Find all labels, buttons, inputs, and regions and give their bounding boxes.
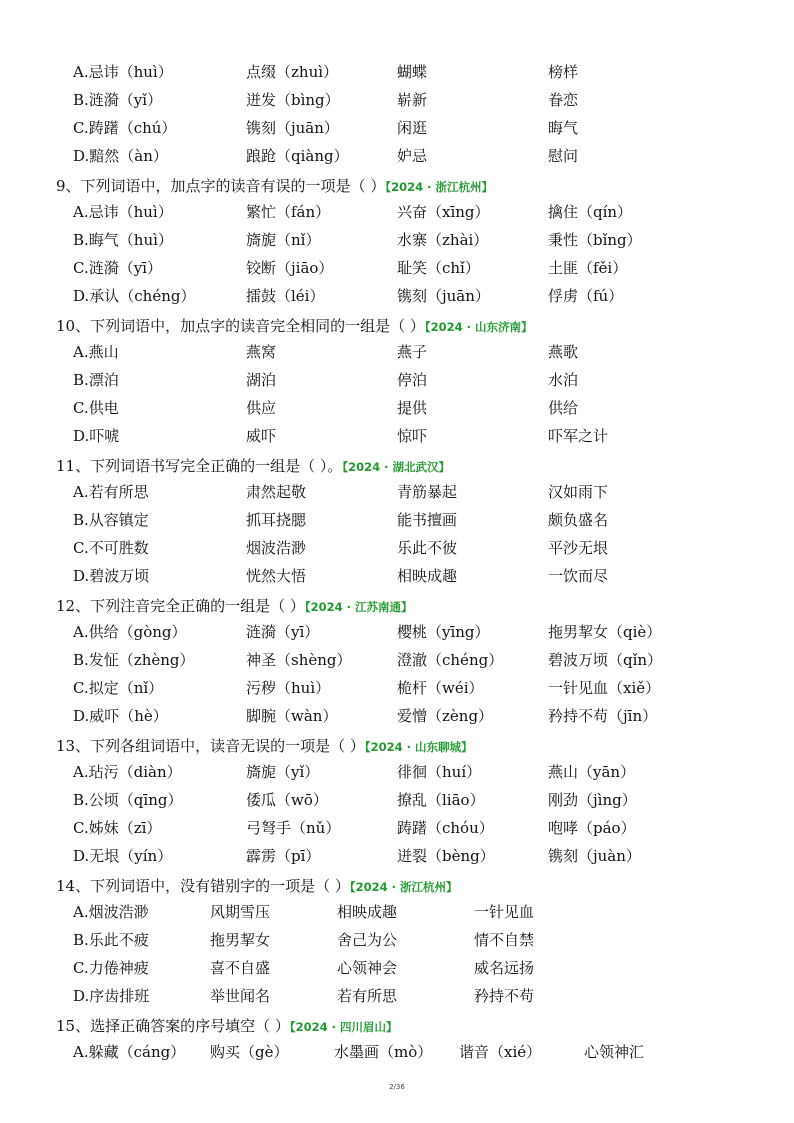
option-cell: B.公顷（qīng） <box>73 791 183 809</box>
question-9-text: 9、下列词语中，加点字的读音有误的一项是（ ） <box>56 177 386 195</box>
option-row <box>0 394 794 422</box>
option-cell: D.无垠（yín） <box>73 847 173 865</box>
option-cell: 崭新 <box>397 91 428 109</box>
option-cell: B.涟漪（yǐ） <box>73 91 163 109</box>
option-cell: 吓军之计 <box>548 427 609 445</box>
question-9 <box>56 172 493 200</box>
option-cell: A.供给（gòng） <box>73 623 187 641</box>
option-cell: 镌刻（juàn） <box>548 847 641 865</box>
option-cell: 汉如雨下 <box>548 483 609 501</box>
option-row <box>0 646 794 674</box>
option-cell: 一针见血 <box>474 903 535 921</box>
option-cell: 爱憎（zèng） <box>397 707 494 725</box>
question-12 <box>56 592 413 620</box>
option-cell: D.承认（chéng） <box>73 287 196 305</box>
option-cell: 眷恋 <box>548 91 579 109</box>
option-cell: 颇负盛名 <box>548 511 609 529</box>
option-cell: B.晦气（huì） <box>73 231 173 249</box>
option-cell: 矜持不苟（jīn） <box>548 707 658 725</box>
option-cell: 燕山（yān） <box>548 763 636 781</box>
option-row <box>0 114 794 142</box>
option-cell: 咆哮（páo） <box>548 819 636 837</box>
option-row <box>0 422 794 450</box>
option-cell: 蝴蝶 <box>397 63 428 81</box>
option-cell: 镌刻（juān） <box>397 287 490 305</box>
option-cell: 威名远扬 <box>474 959 535 977</box>
option-cell: 心领神会 <box>337 959 398 977</box>
option-row <box>0 954 794 982</box>
question-13-text: 13、下列各组词语中，读音无误的一项是（ ） <box>56 737 365 755</box>
option-row <box>0 198 794 226</box>
option-cell: 旖旎（yǐ） <box>246 763 320 781</box>
option-cell: 一饮而尽 <box>548 567 609 585</box>
question-12-text: 12、下列注音完全正确的一组是（ ） <box>56 597 305 615</box>
option-row <box>0 702 794 730</box>
option-cell: 拖男挈女 <box>210 931 271 949</box>
question-10-source: 【2024 · 山东济南】 <box>424 320 533 334</box>
option-row <box>0 1038 794 1066</box>
option-cell: C.踌躇（chú） <box>73 119 177 137</box>
option-cell: 能书擅画 <box>397 511 458 529</box>
question-15-source: 【2024 · 四川眉山】 <box>289 1020 398 1034</box>
option-cell: 举世闻名 <box>210 987 271 1005</box>
question-10-text: 10、下列词语中，加点字的读音完全相同的一组是（ ） <box>56 317 425 335</box>
option-cell: A.躲藏（cáng） <box>73 1043 186 1061</box>
option-row <box>0 534 794 562</box>
option-cell: 心领神汇 <box>584 1043 645 1061</box>
option-cell: 碧波万顷（qǐn） <box>548 651 663 669</box>
option-cell: A.玷污（diàn） <box>73 763 182 781</box>
option-cell: 繁忙（fán） <box>246 203 331 221</box>
option-cell: A.燕山 <box>73 343 119 361</box>
option-cell: A.烟波浩渺 <box>73 903 149 921</box>
question-11-source: 【2024 · 湖北武汉】 <box>342 460 450 474</box>
question-15-text: 15、选择正确答案的序号填空（ ） <box>56 1017 290 1035</box>
option-cell: C.拟定（nǐ） <box>73 679 164 697</box>
option-cell: 兴奋（xīng） <box>397 203 490 221</box>
option-cell: 徘徊（huí） <box>397 763 482 781</box>
option-row <box>0 254 794 282</box>
option-cell: 若有所思 <box>337 987 398 1005</box>
option-cell: 踌躇（chóu） <box>397 819 494 837</box>
option-row <box>0 982 794 1010</box>
question-11 <box>56 452 450 480</box>
option-row <box>0 86 794 114</box>
option-cell: 烟波浩渺 <box>246 539 307 557</box>
option-cell: B.发怔（zhèng） <box>73 651 195 669</box>
question-14-text: 14、下列词语中，没有错别字的一项是（ ） <box>56 877 350 895</box>
option-cell: 停泊 <box>397 371 428 389</box>
option-row <box>0 618 794 646</box>
question-14 <box>56 872 458 900</box>
option-cell: 水墨画（mò） <box>334 1043 433 1061</box>
option-cell: 慰问 <box>548 147 579 165</box>
option-cell: 燕歌 <box>548 343 579 361</box>
option-cell: D.威吓（hè） <box>73 707 168 725</box>
option-row <box>0 282 794 310</box>
option-cell: 情不自禁 <box>474 931 535 949</box>
question-15 <box>56 1012 398 1040</box>
option-cell: C.姊妹（zī） <box>73 819 162 837</box>
option-cell: 燕窝 <box>246 343 277 361</box>
option-cell: 抓耳挠腮 <box>246 511 307 529</box>
option-cell: 拖男挈女（qiè） <box>548 623 662 641</box>
option-cell: 旖旎（nǐ） <box>246 231 321 249</box>
option-cell: A.忌讳（huì） <box>73 203 173 221</box>
option-row <box>0 842 794 870</box>
option-cell: 一针见血（xiě） <box>548 679 661 697</box>
question-13-source: 【2024 · 山东聊城】 <box>364 740 473 754</box>
option-row <box>0 814 794 842</box>
option-row <box>0 562 794 590</box>
option-cell: 闲逛 <box>397 119 428 137</box>
option-cell: 燕子 <box>397 343 428 361</box>
option-cell: 风期雪压 <box>210 903 271 921</box>
option-cell: 倭瓜（wō） <box>246 791 328 809</box>
option-cell: 樱桃（yīng） <box>397 623 490 641</box>
option-cell: 点缀（zhuì） <box>246 63 339 81</box>
option-cell: 弓弩手（nǔ） <box>246 819 341 837</box>
option-cell: C.力倦神疲 <box>73 959 149 977</box>
question-11-text: 11、下列词语书写完全正确的一组是（ ）。 <box>56 457 343 475</box>
option-row <box>0 226 794 254</box>
option-cell: 迸裂（bèng） <box>397 847 495 865</box>
option-cell: 脚腕（wàn） <box>246 707 338 725</box>
option-cell: 舍己为公 <box>337 931 398 949</box>
option-cell: 喜不自盛 <box>210 959 271 977</box>
option-cell: 水寨（zhài） <box>397 231 489 249</box>
option-cell: A.忌讳（huì） <box>73 63 173 81</box>
option-cell: 耻笑（chǐ） <box>397 259 480 277</box>
option-cell: 购买（gè） <box>210 1043 289 1061</box>
option-cell: C.不可胜数 <box>73 539 149 557</box>
option-row <box>0 142 794 170</box>
option-cell: 镌刻（juān） <box>246 119 339 137</box>
option-row <box>0 758 794 786</box>
option-cell: 刚劲（jìng） <box>548 791 637 809</box>
option-cell: 水泊 <box>548 371 579 389</box>
option-cell: 神圣（shèng） <box>246 651 352 669</box>
option-cell: 青筋暴起 <box>397 483 458 501</box>
option-cell: 桅杆（wéi） <box>397 679 484 697</box>
option-cell: 踉跄（qiàng） <box>246 147 349 165</box>
option-cell: 擒住（qín） <box>548 203 633 221</box>
option-cell: 霹雳（pī） <box>246 847 321 865</box>
option-cell: C.供电 <box>73 399 119 417</box>
option-cell: 秉性（bǐng） <box>548 231 642 249</box>
option-cell: 湖泊 <box>246 371 277 389</box>
option-cell: 乐此不彼 <box>397 539 458 557</box>
option-cell: D.碧波万顷 <box>73 567 150 585</box>
option-cell: 土匪（fěi） <box>548 259 628 277</box>
option-cell: 澄澈（chéng） <box>397 651 504 669</box>
option-cell: 相映成趣 <box>397 567 458 585</box>
option-cell: 污秽（huì） <box>246 679 331 697</box>
option-cell: 矜持不苟 <box>474 987 535 1005</box>
option-cell: D.吓唬 <box>73 427 120 445</box>
option-row <box>0 926 794 954</box>
option-row <box>0 506 794 534</box>
page-number: 2/36 <box>389 1083 405 1091</box>
option-cell: 涟漪（yī） <box>246 623 320 641</box>
option-cell: 提供 <box>397 399 428 417</box>
option-cell: 威吓 <box>246 427 277 445</box>
option-cell: C.涟漪（yī） <box>73 259 162 277</box>
option-cell: A.若有所思 <box>73 483 149 501</box>
option-cell: 供应 <box>246 399 277 417</box>
option-cell: 相映成趣 <box>337 903 398 921</box>
question-9-source: 【2024 · 浙江杭州】 <box>385 180 493 194</box>
option-cell: 迸发（bìng） <box>246 91 340 109</box>
option-cell: 妒忌 <box>397 147 428 165</box>
option-cell: 榜样 <box>548 63 579 81</box>
option-cell: 供给 <box>548 399 579 417</box>
option-row <box>0 898 794 926</box>
option-row <box>0 338 794 366</box>
option-cell: 平沙无垠 <box>548 539 609 557</box>
option-row <box>0 786 794 814</box>
option-cell: D.序齿排班 <box>73 987 150 1005</box>
option-cell: B.乐此不疲 <box>73 931 149 949</box>
option-cell: 铰断（jiāo） <box>246 259 334 277</box>
option-cell: 肃然起敬 <box>246 483 307 501</box>
option-row <box>0 366 794 394</box>
option-cell: D.黯然（àn） <box>73 147 168 165</box>
option-cell: 恍然大悟 <box>246 567 307 585</box>
option-cell: B.漂泊 <box>73 371 119 389</box>
option-cell: 晦气 <box>548 119 579 137</box>
question-14-source: 【2024 · 浙江杭州】 <box>349 880 458 894</box>
question-12-source: 【2024 · 江苏南通】 <box>304 600 413 614</box>
question-13 <box>56 732 473 760</box>
option-cell: 撩乱（liāo） <box>397 791 485 809</box>
option-cell: 谐音（xié） <box>459 1043 542 1061</box>
option-cell: B.从容镇定 <box>73 511 149 529</box>
question-10 <box>56 312 533 340</box>
option-cell: 擂鼓（léi） <box>246 287 325 305</box>
option-cell: 俘虏（fú） <box>548 287 624 305</box>
option-row <box>0 58 794 86</box>
option-cell: 惊吓 <box>397 427 428 445</box>
option-row <box>0 674 794 702</box>
option-row <box>0 478 794 506</box>
